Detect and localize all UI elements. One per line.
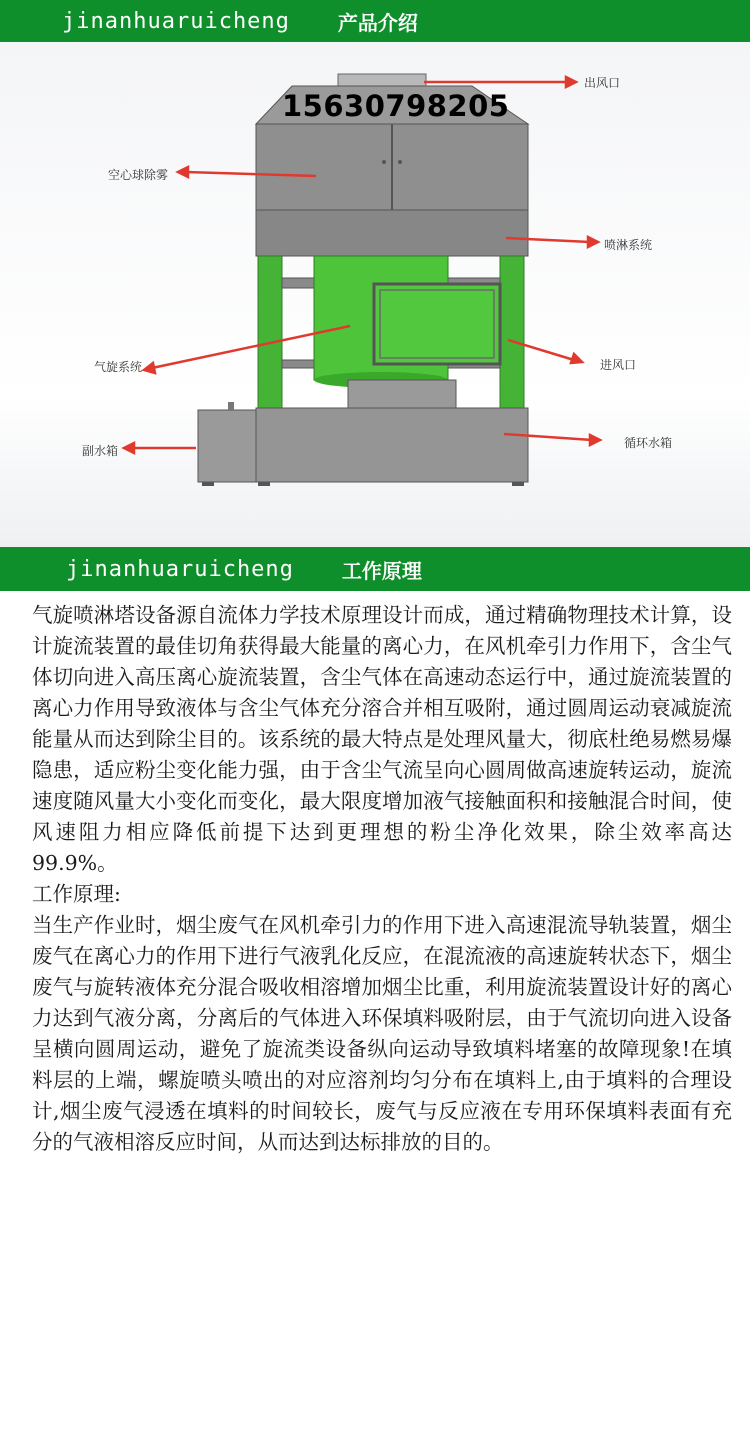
pump-block xyxy=(348,380,456,408)
header-banner-principle xyxy=(0,547,750,591)
label-outlet: 出风口 xyxy=(584,76,621,90)
frame-left xyxy=(258,256,282,410)
brand-text: jinanhuaruicheng xyxy=(62,8,290,34)
label-spray: 喷淋系统 xyxy=(604,238,653,252)
label-aux-tank: 副水箱 xyxy=(82,444,119,458)
frame-right xyxy=(500,256,524,410)
circulation-tank xyxy=(256,408,528,482)
equipment-diagram xyxy=(0,42,750,547)
label-inlet: 进风口 xyxy=(600,358,637,372)
article-paragraph: 当生产作业时，烟尘废气在风机牵引力的作用下进入高速混流导轨装置，烟尘废气在离心力的作用下进行气液乳化反应，在混流液的高速旋转状态下，烟尘废气与旋转液体充分混合吸收相溶增加烟尘比重，利用旋流装置设计好的离心力达到气液分离，分离后的气体进入环保填料吸附层，由于气流切向进入设备呈横向圆周运动，避免了旋流类设备纵向运动导致填料堵塞的故障现象!在填料层的上端，螺旋喷头喷出的对应溶剂均匀分布在填料上,由于填料的合理设计,烟尘废气浸透在填料的时间较长，废气与反应液在专用环保填料表面有充分的气液相溶反应时间，从而达到达标排放的目的。 xyxy=(32,913,732,1154)
label-demister: 空心球除雾 xyxy=(108,168,169,182)
header-banner-product xyxy=(0,0,750,42)
label-circ-tank: 循环水箱 xyxy=(624,436,673,450)
article-heading: 工作原理: xyxy=(32,882,121,906)
section-title-product: 产品介绍 xyxy=(337,10,418,35)
inlet-duct xyxy=(374,284,500,364)
article-paragraph: 气旋喷淋塔设备源自流体力学技术原理设计而成，通过精确物理技术计算，设计旋流装置的最佳切角获得最大能量的离心力，在风机牵引力作用下，含尘气体切向进入高压离心旋流装置，含尘气体在高速动态运行中，通过旋流装置的离心力作用导致液体与含尘气体充分溶合并相互吸附，通过圆周运动衰减旋流能量从而达到除尘目的。该系统的最大特点是处理风量大，彻底杜绝易燃易爆隐患，适应粉尘变化能力强，由于含尘气流呈向心圆周做高速旋转运动，旋流速度随风量大小变化而变化，最大限度增加液气接触面积和接触混合时间，使风速阻力相应降低前提下达到更理想的粉尘净化效果，除尘效率高达99.9%。 xyxy=(32,603,732,875)
spray-section xyxy=(256,210,528,256)
aux-tank xyxy=(198,410,256,482)
brand-text: jinanhuaruicheng xyxy=(66,556,294,582)
label-cyclone: 气旋系统 xyxy=(94,360,143,374)
article-body xyxy=(32,600,732,1158)
contact-phone: 15630798205 xyxy=(282,89,510,123)
section-title-principle: 工作原理 xyxy=(341,558,422,583)
